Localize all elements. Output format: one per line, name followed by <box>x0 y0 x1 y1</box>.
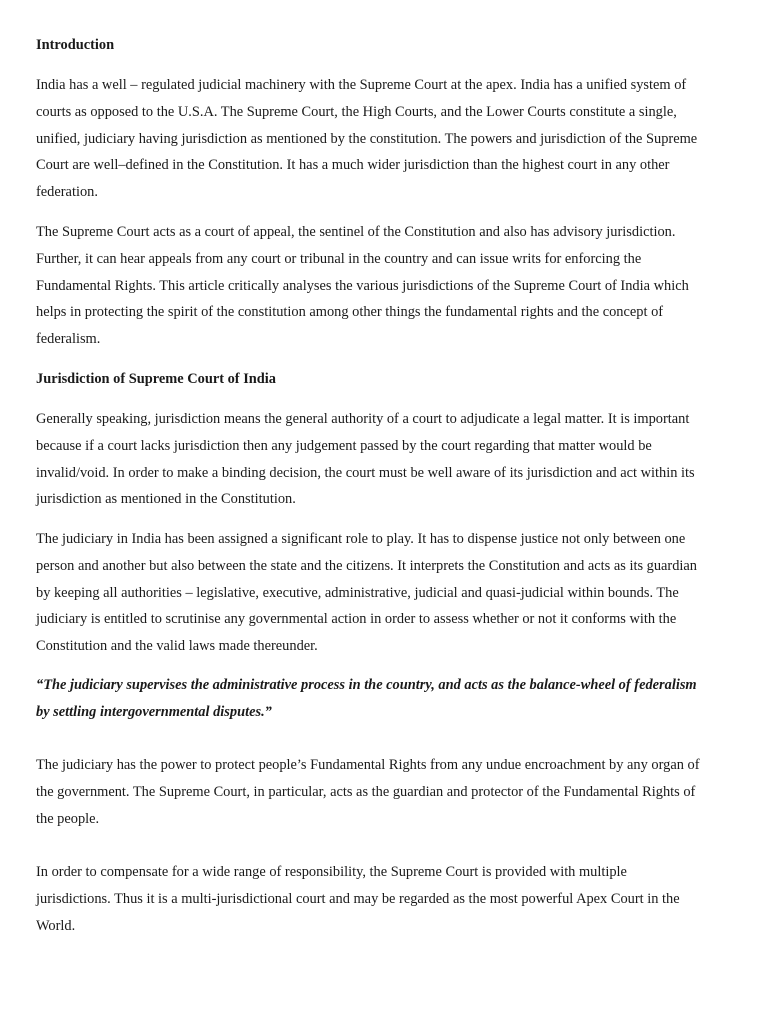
text-line: jurisdiction as mentioned in the Constitution. <box>36 491 296 508</box>
text-line: jurisdictions. Thus it is a multi-jurisdictional court and may be regarded as the most powerful Apex Court in the <box>36 890 680 907</box>
text-line: helps in protecting the spirit of the constitution among other things the fundamental rights and the concept of <box>36 304 664 321</box>
text-line: The judiciary in India has been assigned a significant role to play. It has to dispense justice not only between one <box>36 531 686 547</box>
text-line: invalid/void. In order to make a binding decision, the court must be well aware of its jurisdiction and act within its <box>36 464 695 481</box>
text-line: Fundamental Rights. This article critically analyses the various jurisdictions of the Supreme Court of India which <box>36 277 689 294</box>
text-line: federalism. <box>36 331 101 348</box>
heading-jurisdiction: Jurisdiction of Supreme Court of India <box>36 371 276 387</box>
text-line: unified, judiciary having jurisdiction as mentioned by the constitution. The powers and jurisdiction of the Supreme <box>36 130 698 147</box>
text-line: In order to compensate for a wide range of responsibility, the Supreme Court is provided with multiple <box>36 864 627 880</box>
text-line: The Supreme Court acts as a court of appeal, the sentinel of the Constitution and also has advisory jurisdiction. <box>36 224 676 240</box>
quote-line: “The judiciary supervises the administrative process in the country, and acts as the balance-wheel of federalism <box>36 677 697 693</box>
paragraph-jurisdiction-1 <box>36 406 744 513</box>
paragraph-intro-1 <box>36 72 744 206</box>
text-line: the government. The Supreme Court, in particular, acts as the guardian and protector of the Fundamental Rights of <box>36 783 696 800</box>
text-line: World. <box>36 917 76 934</box>
paragraph-fundamental-rights <box>36 752 744 832</box>
block-quote <box>36 672 744 726</box>
text-line: India has a well – regulated judicial machinery with the Supreme Court at the apex. India has a unified system of <box>36 77 687 93</box>
text-line: Constitution and the valid laws made thereunder. <box>36 638 318 655</box>
text-line: judiciary is entitled to scrutinise any governmental action in order to assess whether or not it conforms with the <box>36 611 677 628</box>
text-line: Further, it can hear appeals from any court or tribunal in the country and can issue writs for enforcing the <box>36 250 642 267</box>
text-line: by keeping all authorities – legislative, executive, administrative, judicial and quasi-judicial within bounds. The <box>36 584 679 601</box>
text-line: The judiciary has the power to protect people’s Fundamental Rights from any undue encroachment by any organ of <box>36 757 700 773</box>
text-line: the people. <box>36 810 100 827</box>
text-line: because if a court lacks jurisdiction then any judgement passed by the court regarding that matter would be <box>36 437 652 454</box>
text-line: Generally speaking, jurisdiction means the general authority of a court to adjudicate a legal matter. It is important <box>36 411 690 427</box>
quote-line: by settling intergovernmental disputes.” <box>36 703 272 720</box>
paragraph-jurisdiction-2 <box>36 526 744 660</box>
text-line: courts as opposed to the U.S.A. The Supreme Court, the High Courts, and the Lower Courts constitute a single, <box>36 103 677 120</box>
paragraph-intro-2 <box>36 219 744 353</box>
heading-introduction: Introduction <box>36 37 115 53</box>
text-line: federation. <box>36 184 98 201</box>
text-line: person and another but also between the state and the citizens. It interprets the Constitution and acts as its guardian <box>36 557 697 574</box>
text-line: Court are well–defined in the Constitution. It has a much wider jurisdiction than the highest court in any other <box>36 157 670 174</box>
paragraph-multiple-jurisdictions <box>36 859 744 939</box>
